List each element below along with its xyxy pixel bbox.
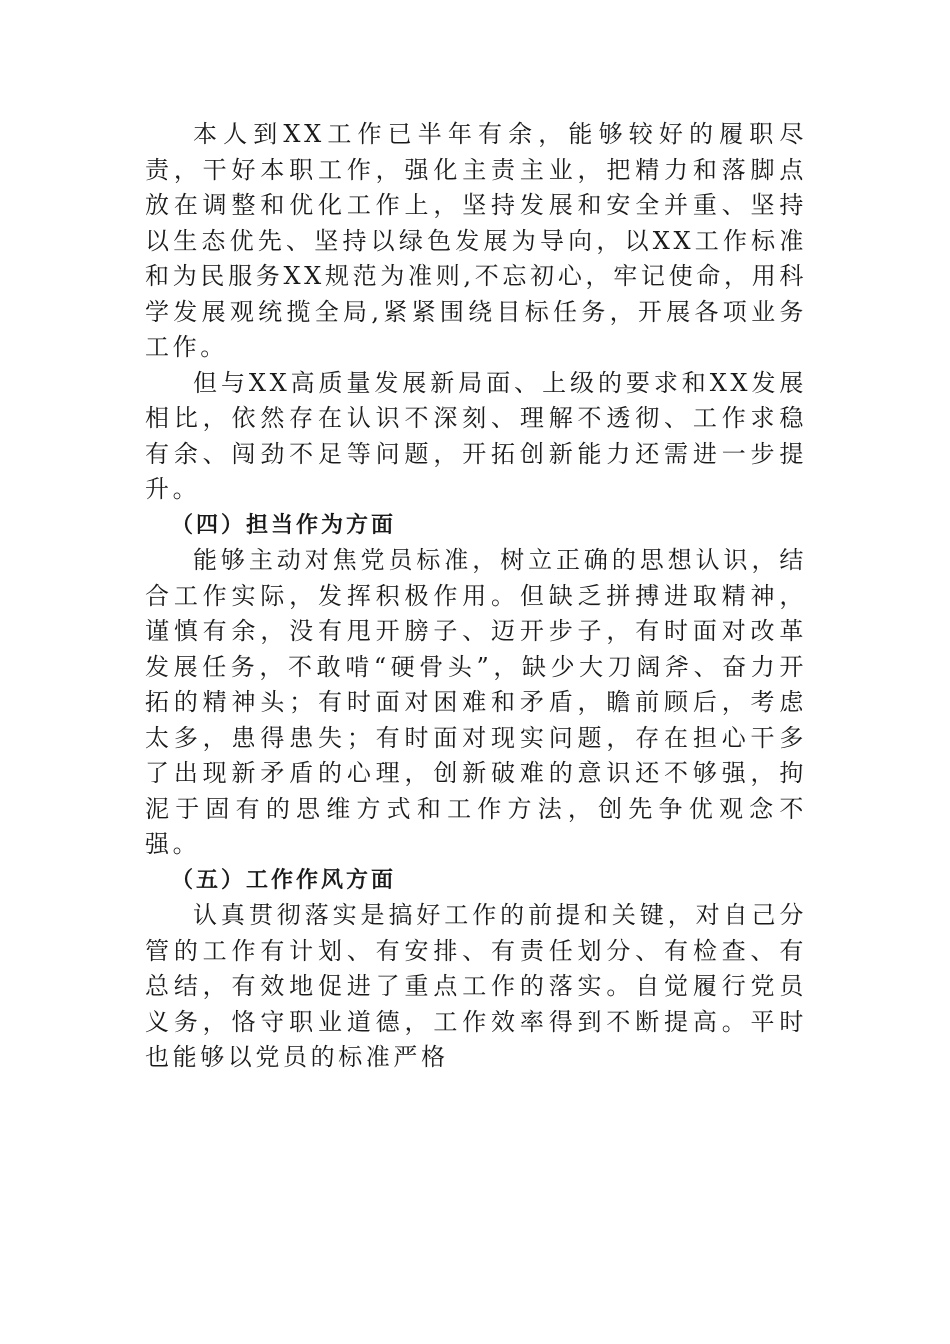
paragraph-performance: 本人到XX工作已半年有余，能够较好的履职尽责，干好本职工作，强化主责主业，把精力和落脚点放在调整和优化工作上，坚持发展和安全并重、坚持以生态优先、坚持以绿色发展为导向，以XX工作标准和为民服务XX规范为准则,不忘初心，牢记使命，用科学发展观统揽全局,紧紧围绕目标任务，开展各项业务工作。	[145, 120, 807, 361]
paragraph-responsibility: 能够主动对焦党员标准，树立正确的思想认识，结合工作实际，发挥积极作用。但缺乏拼搏进取精神，谨慎有余，没有甩开膀子、迈开步子，有时面对改革发展任务，不敢啃“硬骨头”，缺少大刀阔斧、奋力开拓的精神头；有时面对困难和矛盾，瞻前顾后，考虑太多，患得患失；有时面对现实问题，存在担心干多了出现新矛盾的心理，创新破难的意识还不够强，拘泥于固有的思维方式和工作方法，创先争优观念不强。	[145, 546, 807, 858]
section-heading-responsibility: （四）担当作为方面	[171, 511, 397, 538]
section-heading-work-style: （五）工作作风方面	[171, 866, 397, 893]
document-body	[145, 117, 807, 1076]
paragraph-shortcomings: 但与XX高质量发展新局面、上级的要求和XX发展相比，依然存在认识不深刻、理解不透彻、工作求稳有余、闯劲不足等问题，开拓创新能力还需进一步提升。	[145, 368, 807, 503]
paragraph-work-style: 认真贯彻落实是搞好工作的前提和关键，对自己分管的工作有计划、有安排、有责任划分、有检查、有总结，有效地促进了重点工作的落实。自觉履行党员义务，恪守职业道德，工作效率得到不断提高。平时也能够以党员的标准严格	[145, 901, 807, 1071]
